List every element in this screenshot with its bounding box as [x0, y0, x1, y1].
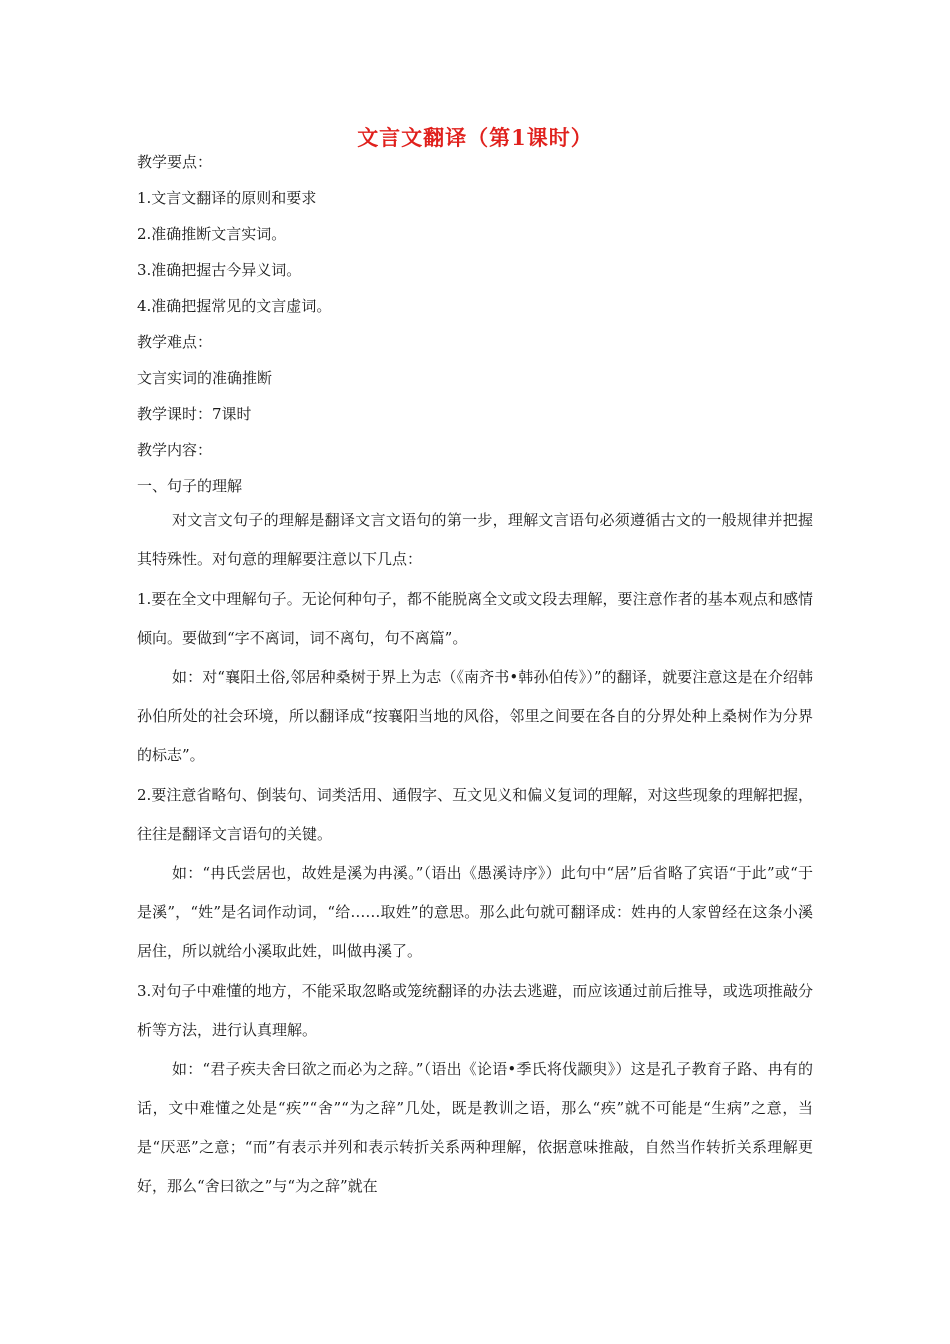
difficulty-heading: 教学难点：	[137, 333, 213, 351]
paragraph-example-2: 如：“冉氏尝居也，故姓是溪为冉溪。”（语出《愚溪诗序》）此句中“居”后省略了宾语“于此”或“于是溪”，“姓”是名词作动词，“给……取姓”的意思。那么此句就可翻译成：姓冉的人家曾经在这条小溪居住，所以就给小溪取此姓，叫做冉溪了。	[137, 864, 813, 960]
teaching-hours: 教学课时：7课时	[137, 405, 252, 423]
key-point-3: 3.准确把握古今异义词。	[137, 261, 302, 279]
key-point-1: 1.文言文翻译的原则和要求	[137, 189, 317, 207]
key-points-heading: 教学要点：	[137, 153, 213, 171]
paragraph-example-1: 如：对“襄阳土俗,邻居种桑树于界上为志（《南齐书•韩孙伯传》）”的翻译，就要注意这是在介绍韩孙伯所处的社会环境，所以翻译成“按襄阳当地的风俗，邻里之间要在各自的分界处种上桑树作为分界的标志”。	[137, 668, 813, 764]
paragraph-example-3: 如：“君子疾夫舍曰欲之而必为之辞。”（语出《论语•季氏将伐颛臾》）这是孔子教育子路、冉有的话，文中难懂之处是“疾”“舍”“为之辞”几处，既是教训之语，那么“疾”就不可能是“生病”之意，当是“厌恶”之意；“而”有表示并列和表示转折关系两种理解，依据意味推敲，自然当作转折关系理解更好，那么“舍曰欲之”与“为之辞”就在	[137, 1060, 813, 1195]
content-heading: 教学内容：	[137, 441, 213, 459]
paragraph-intro: 对文言文句子的理解是翻译文言文语句的第一步，理解文言语句必须遵循古文的一般规律并把握其特殊性。对句意的理解要注意以下几点：	[137, 511, 813, 568]
paragraph-point-1: 1.要在全文中理解句子。无论何种句子，都不能脱离全文或文段去理解，要注意作者的基本观点和感情倾向。要做到“字不离词，词不离句，句不离篇”。	[137, 590, 813, 647]
section-heading: 一、句子的理解	[137, 477, 243, 495]
document-title: 文言文翻译（第1课时）	[357, 125, 593, 150]
paragraph-point-2: 2.要注意省略句、倒装句、词类活用、通假字、互文见义和偏义复词的理解，对这些现象的理解把握，往往是翻译文言语句的关键。	[137, 786, 813, 843]
difficulty-text: 文言实词的准确推断	[137, 369, 273, 387]
paragraph-point-3: 3.对句子中难懂的地方，不能采取忽略或笼统翻译的办法去逃避，而应该通过前后推导，或选项推敲分析等方法，进行认真理解。	[137, 982, 813, 1039]
key-point-4: 4.准确把握常见的文言虚词。	[137, 297, 332, 315]
key-point-2: 2.准确推断文言实词。	[137, 225, 287, 243]
